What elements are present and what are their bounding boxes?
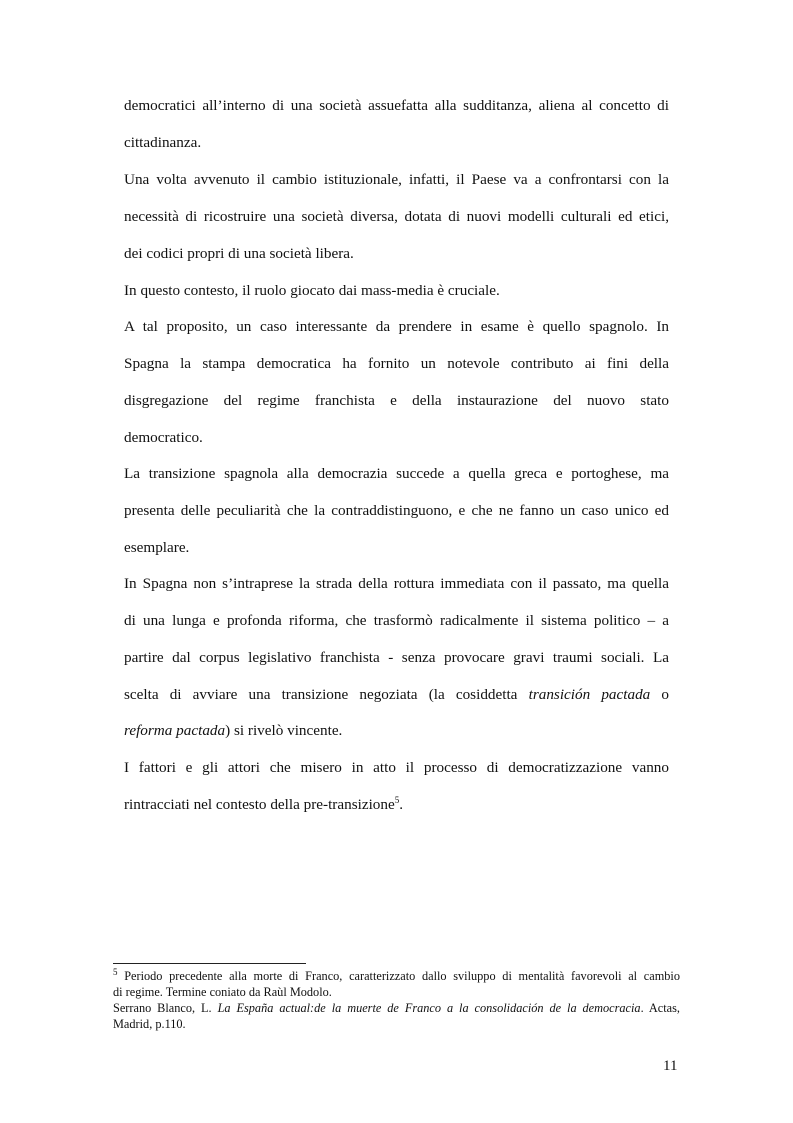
- footnote-italic-title: La España actual:de la muerte de Franco a la consolidación de la democracia: [217, 1001, 641, 1015]
- body-text: scelta di avviare una transizione negoziata (la cosiddetta: [124, 686, 518, 703]
- body-text: rintracciati nel contesto della pre-transizione: [124, 796, 395, 813]
- body-line: In questo contesto, il ruolo giocato dai mass-media è cruciale.: [124, 282, 500, 299]
- footnote-line: [113, 966, 680, 984]
- footnote-rule: [113, 963, 306, 964]
- footnote-marker: 5: [113, 966, 118, 977]
- body-line: Una volta avvenuto il cambio istituzionale, infatti, il Paese va a confrontarsi con la: [124, 171, 669, 188]
- body-line: dei codici propri di una società libera.: [124, 245, 354, 262]
- body-line: disgregazione del regime franchista e della instaurazione del nuovo stato: [124, 392, 669, 409]
- body-line: Spagna la stampa democratica ha fornito un notevole contributo ai fini della: [124, 355, 669, 372]
- footnote-ref: 5: [394, 794, 400, 805]
- body-line: cittadinanza.: [124, 134, 202, 151]
- body-line: partire dal corpus legislativo franchista - senza provocare gravi traumi sociali. La: [124, 649, 669, 666]
- body-text: o: [661, 686, 670, 703]
- footnote-line: [113, 1001, 680, 1016]
- body-text: .: [399, 796, 404, 813]
- body-line: democratico.: [124, 429, 203, 446]
- italic-term: reforma pactada: [124, 722, 226, 739]
- body-line: esemplare.: [124, 539, 190, 556]
- body-line: di una lunga e profonda riforma, che trasformò radicalmente il sistema politico – a: [124, 612, 669, 629]
- page-number: 11: [663, 1058, 678, 1074]
- body-line: La transizione spagnola alla democrazia succede a quella greca e portoghese, ma: [124, 465, 669, 482]
- body-line: [124, 685, 669, 705]
- body-line: In Spagna non s’intraprese la strada della rottura immediata con il passato, ma quella: [124, 575, 669, 592]
- body-text: ) si rivelò vincente.: [225, 722, 343, 739]
- body-line: [124, 721, 669, 741]
- footnote-text: Serrano Blanco, L.: [113, 1001, 218, 1015]
- body-line: presenta delle peculiarità che la contraddistinguono, e che ne fanno un caso unico ed: [124, 502, 669, 519]
- body-line: democratici all’interno di una società assuefatta alla sudditanza, aliena al concetto di: [124, 97, 669, 114]
- body-line: [124, 795, 669, 815]
- italic-term: transición pactada: [528, 686, 651, 703]
- footnote-text: Periodo precedente alla morte di Franco, caratterizzato dallo sviluppo di mentalità favorevoli al cambio: [117, 969, 680, 983]
- footnote-line: Madrid, p.110.: [113, 1017, 186, 1031]
- body-line: A tal proposito, un caso interessante da prendere in esame è quello spagnolo. In: [124, 318, 669, 335]
- body-line: I fattori e gli attori che misero in atto il processo di democratizzazione vanno: [124, 759, 669, 776]
- body-line: necessità di ricostruire una società diversa, dotata di nuovi modelli culturali ed etici,: [124, 208, 669, 225]
- footnote-text: . Actas,: [640, 1001, 681, 1015]
- footnote-line: di regime. Termine coniato da Raùl Modolo.: [113, 985, 332, 999]
